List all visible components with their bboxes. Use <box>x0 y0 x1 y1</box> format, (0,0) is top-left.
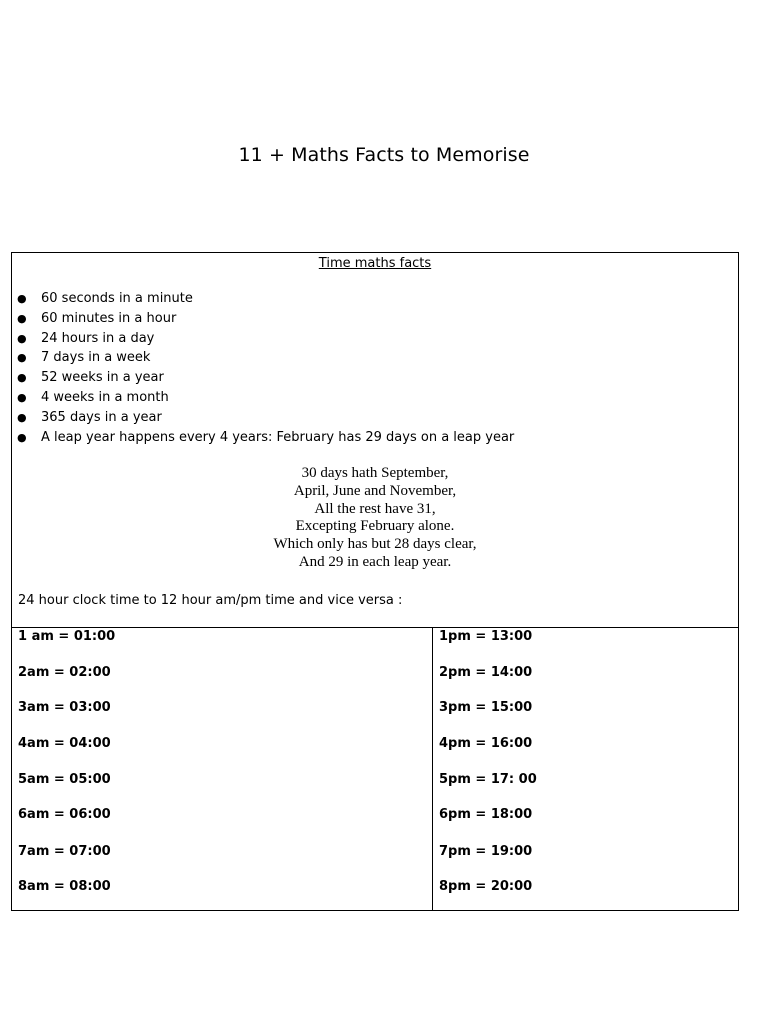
fact-text: 7 days in a week <box>41 350 151 366</box>
am-column <box>12 627 433 911</box>
list-item <box>12 428 514 448</box>
table-cell-pm: 1pm = 13:00 <box>439 629 533 644</box>
table-cell-am: 4am = 04:00 <box>18 736 111 751</box>
fact-text: 4 weeks in a month <box>41 389 169 405</box>
time-facts-box <box>11 252 739 911</box>
table-cell-am: 7am = 07:00 <box>18 844 111 859</box>
fact-text: A leap year happens every 4 years: February has 29 days on a leap year <box>41 429 515 445</box>
bullet-icon: ● <box>17 430 27 444</box>
poem-line: And 29 in each leap year. <box>298 553 452 570</box>
section-heading: Time maths facts <box>318 256 432 271</box>
list-item <box>12 348 514 368</box>
bullet-icon: ● <box>17 390 27 404</box>
table-cell-am: 2am = 02:00 <box>18 665 111 680</box>
poem-line: Which only has but 28 days clear, <box>273 536 477 553</box>
bullet-icon: ● <box>17 331 27 345</box>
table-cell-pm: 6pm = 18:00 <box>439 807 533 822</box>
list-item <box>12 329 514 349</box>
bullet-icon: ● <box>17 351 27 365</box>
table-cell-am: 8am = 08:00 <box>18 879 111 894</box>
table-cell-pm: 3pm = 15:00 <box>439 700 533 715</box>
fact-text: 24 hours in a day <box>41 330 155 346</box>
list-item <box>12 388 514 408</box>
table-cell-am: 3am = 03:00 <box>18 700 111 715</box>
clock-conversion-table <box>12 627 738 911</box>
poem-line: Excepting February alone. <box>295 518 455 535</box>
list-item <box>12 289 514 309</box>
table-cell-pm: 8pm = 20:00 <box>439 879 533 894</box>
pm-column <box>433 627 739 911</box>
time-facts-section <box>12 253 738 628</box>
bullet-icon: ● <box>17 292 27 305</box>
poem-line: 30 days hath September, <box>301 465 449 481</box>
table-cell-pm: 4pm = 16:00 <box>439 736 533 751</box>
bullet-icon: ● <box>17 371 27 385</box>
months-poem <box>12 465 738 572</box>
page-title: 11 + Maths Facts to Memorise <box>238 144 530 166</box>
table-cell-pm: 2pm = 14:00 <box>439 665 533 680</box>
fact-text: 60 seconds in a minute <box>41 291 193 306</box>
time-facts-list <box>12 289 514 447</box>
list-item <box>12 408 514 428</box>
table-cell-am: 6am = 06:00 <box>18 807 111 822</box>
fact-text: 60 minutes in a hour <box>41 310 177 326</box>
clock-conversion-intro: 24 hour clock time to 12 hour am/pm time and vice versa : <box>18 593 403 608</box>
table-cell-pm: 7pm = 19:00 <box>439 844 533 859</box>
fact-text: 52 weeks in a year <box>41 370 164 386</box>
table-cell-am: 1 am = 01:00 <box>18 629 116 644</box>
list-item <box>12 368 514 388</box>
poem-line: April, June and November, <box>293 482 457 499</box>
bullet-icon: ● <box>17 311 27 325</box>
list-item <box>12 309 514 329</box>
table-cell-am: 5am = 05:00 <box>18 772 111 787</box>
poem-line: All the rest have 31, <box>314 500 436 517</box>
table-cell-pm: 5pm = 17: 00 <box>439 772 537 787</box>
bullet-icon: ● <box>17 410 27 424</box>
fact-text: 365 days in a year <box>41 409 162 425</box>
